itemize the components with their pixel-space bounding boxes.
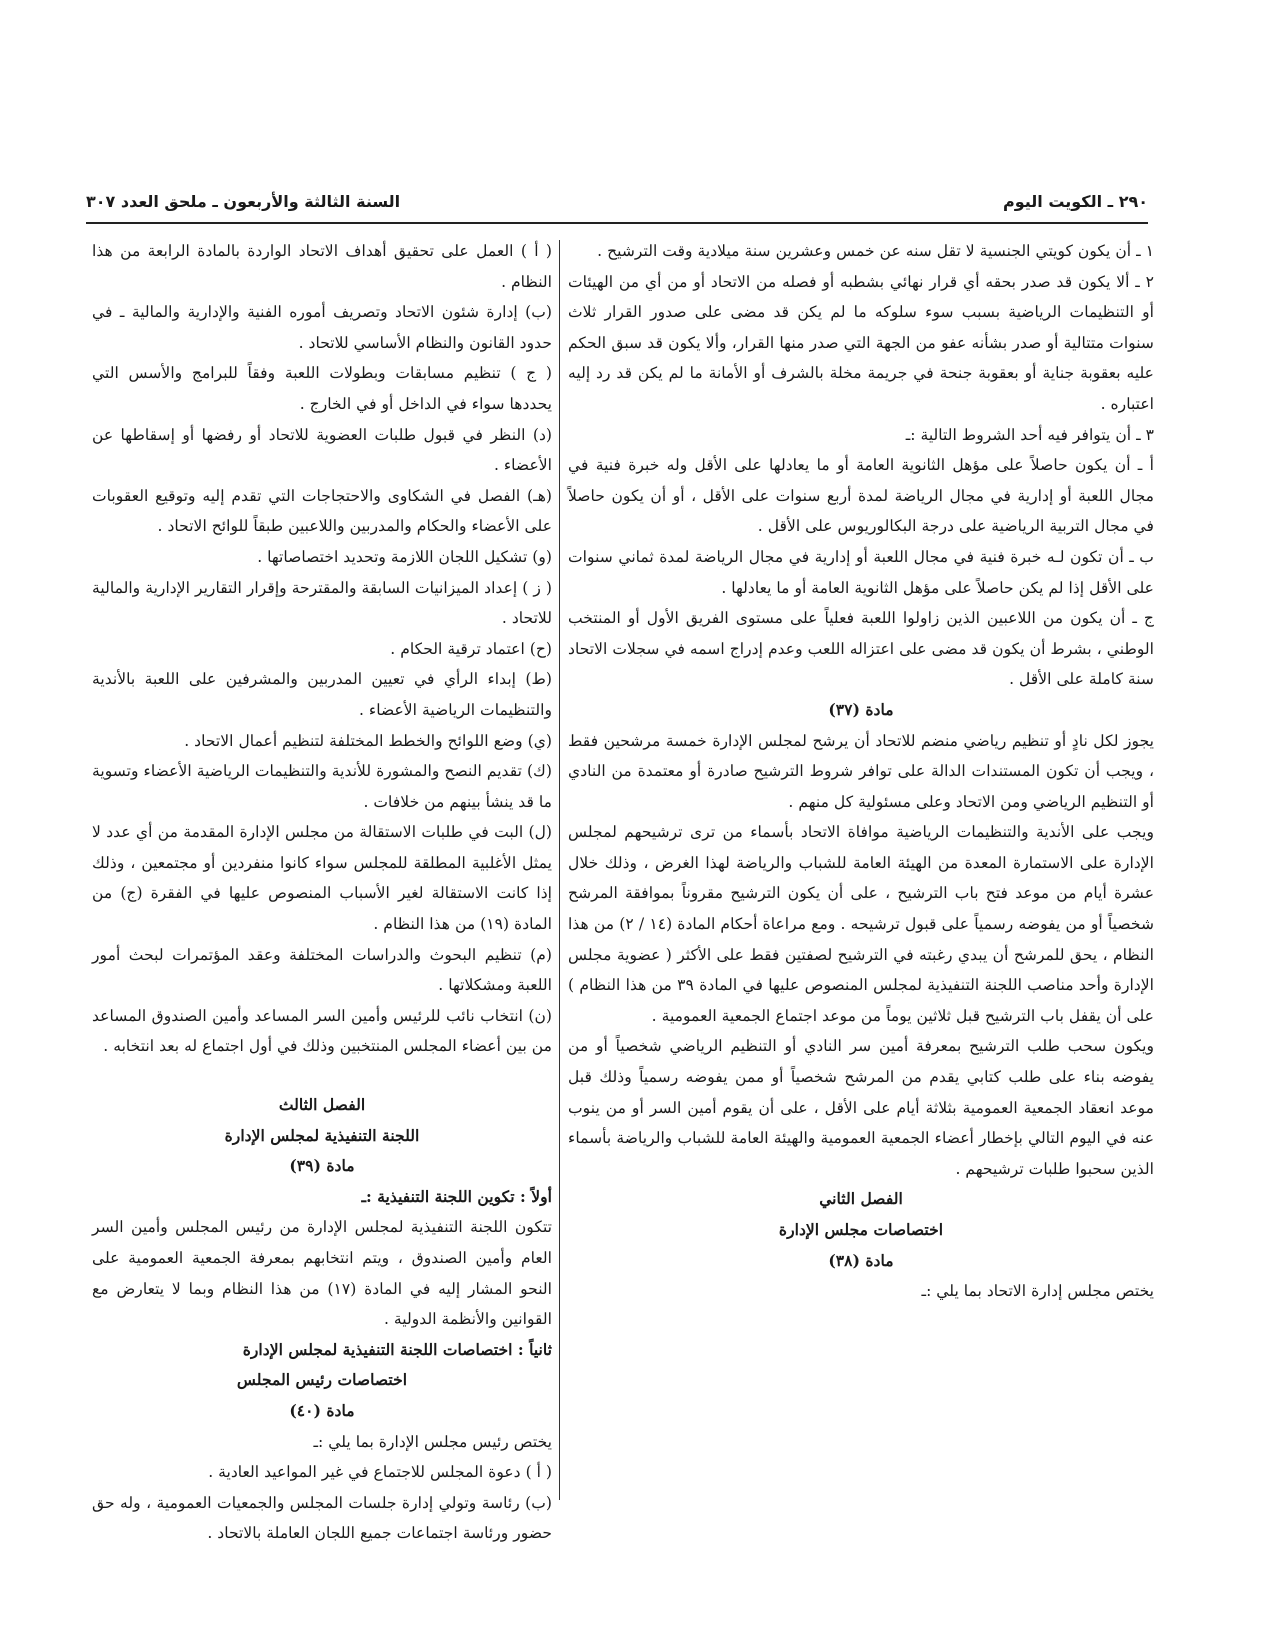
header-rule [86,222,1148,224]
article-37-paragraph-1: يجوز لكل نادٍ أو تنظيم رياضي منضم للاتحاد أن يرشح لمجلس الإدارة خمسة مرشحين فقط ، ويجب أن تكون المستندات الدالة على توافر شروط الترشيح صادرة أو معتمدة من النادي أو التنظيم الرياضي ومن الاتحاد وعلى مسئولية كل منهم . [568,731,1154,811]
article-38-item-e: (هـ) الفصل في الشكاوى والاحتجاجات التي تقدم إليه وتوقيع العقوبات على الأعضاء والحكام والمدربين واللاعبين طبقاً للوائح الاتحاد . [92,486,552,536]
chairman-powers-heading: اختصاصات رئيس المجلس [236,1370,408,1390]
section-2-heading: ثانياً : اختصاصات اللجنة التنفيذية لمجلس الإدارة [242,1339,552,1359]
article-38-item-a: ( أ ) العمل على تحقيق أهداف الاتحاد الواردة بالمادة الرابعة من هذا النظام . [92,242,552,291]
article-39-heading: مادة (٣٩) [289,1156,355,1176]
left-column [92,236,552,1549]
article-37-paragraph-3: ويكون سحب طلب الترشيح بمعرفة أمين سر النادي أو التنظيم الرياضي شخصياً أو من يفوضه بناء على طلب كتابي يقدم من المرشح شخصياً أو ممن يفوضه رسمياً وذلك قبل موعد انعقاد الجمعية العمومية بثلاثة أيام على الأقل ، على أن يقوم أمين السر أو من ينوب عنه في اليوم التالي بإخطار أعضاء الجمعية العمومية والهيئة العامة للشباب والرياضة بأسماء الذين سحبوا طلبات ترشيحهم . [568,1037,1154,1178]
chapter-2-title: اختصاصات مجلس الإدارة [778,1220,944,1239]
article-38-item-n: (ن) انتخاب نائب للرئيس وأمين السر المساعد وأمين الصندوق المساعد من بين أعضاء المجلس المنتخبين وذلك في أول اجتماع له بعد انتخابه . [92,1006,552,1056]
article-38-item-g: ( ز ) إعداد الميزانيات السابقة والمقترحة وإقرار التقارير الإدارية والمالية للاتحاد . [92,578,552,628]
article-38-item-f: (و) تشكيل اللجان اللازمة وتحديد اختصاصاتها . [257,547,552,566]
header-page-number-and-title: ٢٩٠ ـ الكويت اليوم [1002,192,1148,211]
article-39-paragraph: تتكون اللجنة التنفيذية لمجلس الإدارة من رئيس المجلس وأمين السر العام وأمين الصندوق ، ويتم انتخابهم بمعرفة الجمعية العمومية على النحو المشار إليه في المادة (١٧) من هذا النظام وبما لا يتعارض مع القوانين والأنظمة الدولية . [92,1218,552,1329]
article-40-item-b: (ب) رئاسة وتولي إدارة جلسات المجلس والجمعيات العمومية ، وله حق حضور ورئاسة اجتماعات جميع اللجان العاملة بالاتحاد . [92,1493,552,1543]
article-37-heading: مادة (٣٧) [828,699,894,719]
article-38-intro: يختص مجلس إدارة الاتحاد بما يلي :ـ [921,1282,1154,1301]
chapter-2-heading: الفصل الثاني [819,1189,903,1209]
article-38-item-l: (ل) البت في طلبات الاستقالة من مجلس الإدارة المقدمة من أي عدد لا يمثل الأغلبية المطلقة للمجلس سواء كانوا منفردين أو مجتمعين ، وذلك إذا كانت الاستقالة لغير الأسباب المنصوص عليها في الفقرة (ج) من المادة (١٩) من هذا النظام . [92,823,552,934]
article-38-item-m: (م) تنظيم البحوث والدراسات المختلفة وعقد المؤتمرات لبحث أمور اللعبة ومشكلاتها . [92,945,552,995]
article-38-heading: مادة (٣٨) [828,1250,894,1270]
section-1-heading: أولاً : تكوين اللجنة التنفيذية :ـ [361,1186,552,1206]
article-38-item-j: (ي) وضع اللوائح والخطط المختلفة لتنظيم أعمال الاتحاد . [184,731,552,750]
condition-3-a: أ ـ أن يكون حاصلاً على مؤهل الثانوية العامة أو ما يعادلها على الأقل وله خبرة فنية في مجال اللعبة أو إدارية في مجال الرياضة لمدة أربع سنوات على الأقل ، أو أن يكون حاصلاً في مجال التربية الرياضية على درجة البكالوريوس على الأقل . [568,456,1154,536]
page-header [86,188,1148,218]
condition-3-c: ج ـ أن يكون من اللاعبين الذين زاولوا اللعبة فعلياً على مستوى الفريق الأول أو المنتخب الوطني ، بشرط أن يكون قد مضى على اعتزاله اللعب وعدم إدراج اسمه في سجلات الاتحاد سنة كاملة على الأقل . [568,609,1154,689]
chapter-3-title: اللجنة التنفيذية لمجلس الإدارة [224,1125,420,1145]
condition-3: ٣ ـ أن يتوافر فيه أحد الشروط التالية :ـ [905,425,1154,444]
article-38-item-b: (ب) إدارة شئون الاتحاد وتصريف أموره الفنية والإدارية والمالية ـ في حدود القانون والنظام الأساسي للاتحاد . [92,303,552,352]
header-issue-info: السنة الثالثة والأربعون ـ ملحق العدد ٣٠٧ [86,192,401,211]
right-column [568,236,1154,1307]
article-38-item-k: (ك) تقديم النصح والمشورة للأندية والتنظيمات الرياضية الأعضاء وتسوية ما قد ينشأ بينهم من خلافات . [92,762,552,811]
article-40-item-a: ( أ ) دعوة المجلس للاجتماع في غير المواعيد العادية . [208,1463,552,1482]
condition-2: ٢ ـ ألا يكون قد صدر بحقه أي قرار نهائي بشطبه أو فصله من الاتحاد أو من أي من الهيئات أو التنظيمات الرياضية بسبب سوء سلوكه ما لم يكن قد مضى على صدور القرار ثلاث سنوات متتالية أو صدر بشأنه عفو من الجهة التي صدر منها القرار، وألا يكون قد سبق الحكم عليه بعقوبة جناية أو بعقوبة جنحة في جريمة مخلة بالشرف أو الأمانة ما لم يكن قد رد إليه اعتباره . [568,272,1154,413]
article-38-item-d: (د) النظر في قبول طلبات العضوية للاتحاد أو رفضها أو إسقاطها عن الأعضاء . [92,425,552,475]
article-40-heading: مادة (٤٠) [289,1400,355,1420]
article-37-paragraph-2: ويجب على الأندية والتنظيمات الرياضية موافاة الاتحاد بأسماء من ترى ترشيحهم لمجلس الإدارة على الاستمارة المعدة من الهيئة العامة للشباب والرياضة لهذا الغرض ، وذلك خلال عشرة أيام من موعد فتح باب الترشيح ، على أن يكون الترشيح مقروناً بموافقة المرشح شخصياً أو من يفوضه رسمياً على قبول ترشيحه . ومع مراعاة أحكام المادة (١٤ / ٢) من هذا النظام ، يحق للمرشح أن يبدي رغبته في الترشيح لصفتين فقط على الأكثر ( عضوية مجلس الإدارة وأحد مناصب اللجنة التنفيذية لمجلس المنصوص عليها في المادة ٣٩ من هذا النظام ) على أن يقفل باب الترشيح قبل ثلاثين يوماً من موعد اجتماع الجمعية العمومية . [568,823,1155,1025]
article-38-item-i: (ط) إبداء الرأي في تعيين المدربين والمشرفين على اللعبة بالأندية والتنظيمات الرياضية الأعضاء . [92,670,552,719]
condition-1: ١ ـ أن يكون كويتي الجنسية لا تقل سنه عن خمس وعشرين سنة ميلادية وقت الترشيح . [597,242,1154,260]
article-38-item-h: (ح) اعتماد ترقية الحكام . [390,639,552,658]
chapter-3-heading: الفصل الثالث [278,1095,366,1115]
column-divider [559,240,560,1500]
condition-3-b: ب ـ أن تكون لـه خبرة فنية في مجال اللعبة أو إدارية في مجال الرياضة لمدة ثماني سنوات على الأقل إذا لم يكن حاصلاً على مؤهل الثانوية العامة أو ما يعادلها . [568,547,1154,597]
article-40-intro: يختص رئيس مجلس الإدارة بما يلي :ـ [313,1432,552,1451]
article-38-item-c: ( ج ) تنظيم مسابقات وبطولات اللعبة وفقاً للبرامج والأسس التي يحددها سواء في الداخل أو في الخارج . [92,364,552,413]
